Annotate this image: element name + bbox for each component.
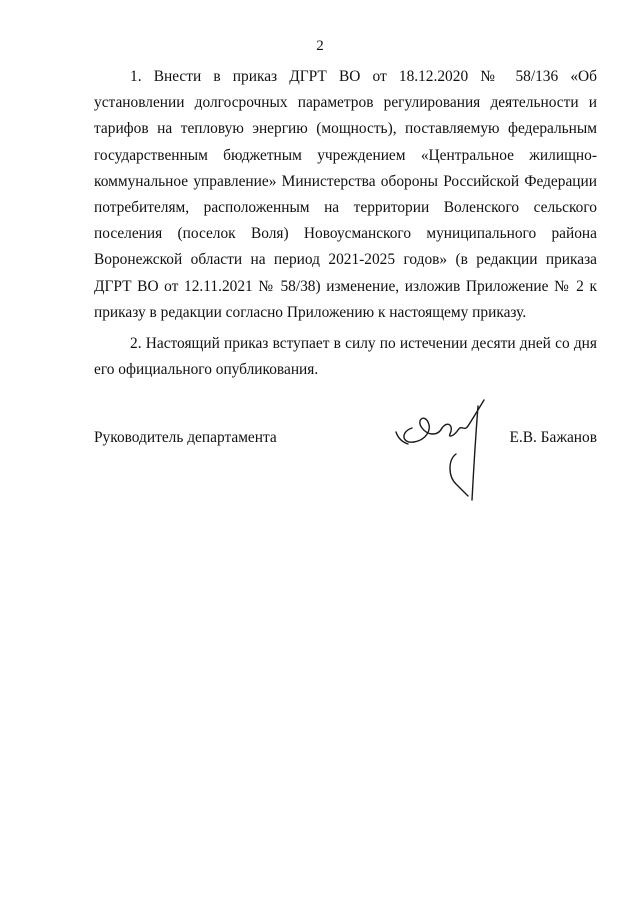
handwritten-signature: [392, 392, 502, 510]
signatory-position: Руководитель департамента: [94, 429, 277, 446]
page-number: 2: [316, 38, 324, 54]
paragraph-2: 2. Настоящий приказ вступает в силу по истечении десяти дней со дня его официального опубликования.: [94, 335, 597, 379]
paragraph-1: 1. Внести в приказ ДГРТ ВО от 18.12.2020 № 58/136 «Об установлении долгосрочных параметров регулирования деятельности и тарифов на тепловую энергию (мощность), поставляемую федеральным государственным бюджетным учреждением «Центральное жилищно-коммунальное управление» Министерства обороны Российской Федерации потребителям, расположенным на территории Воленского сельского поселения (поселок Воля) Новоусманского муниципального района Воронежской области на период 2021-2025 годов» (в редакции приказа ДГРТ ВО от 12.11.2021 № 58/38) изменение, изложив Приложение № 2 к приказу в редакции согласно Приложению к настоящему приказу.: [94, 68, 597, 321]
signature-block: [94, 425, 597, 451]
document-body: [94, 64, 597, 388]
signatory-name: Е.В. Бажанов: [509, 429, 597, 446]
